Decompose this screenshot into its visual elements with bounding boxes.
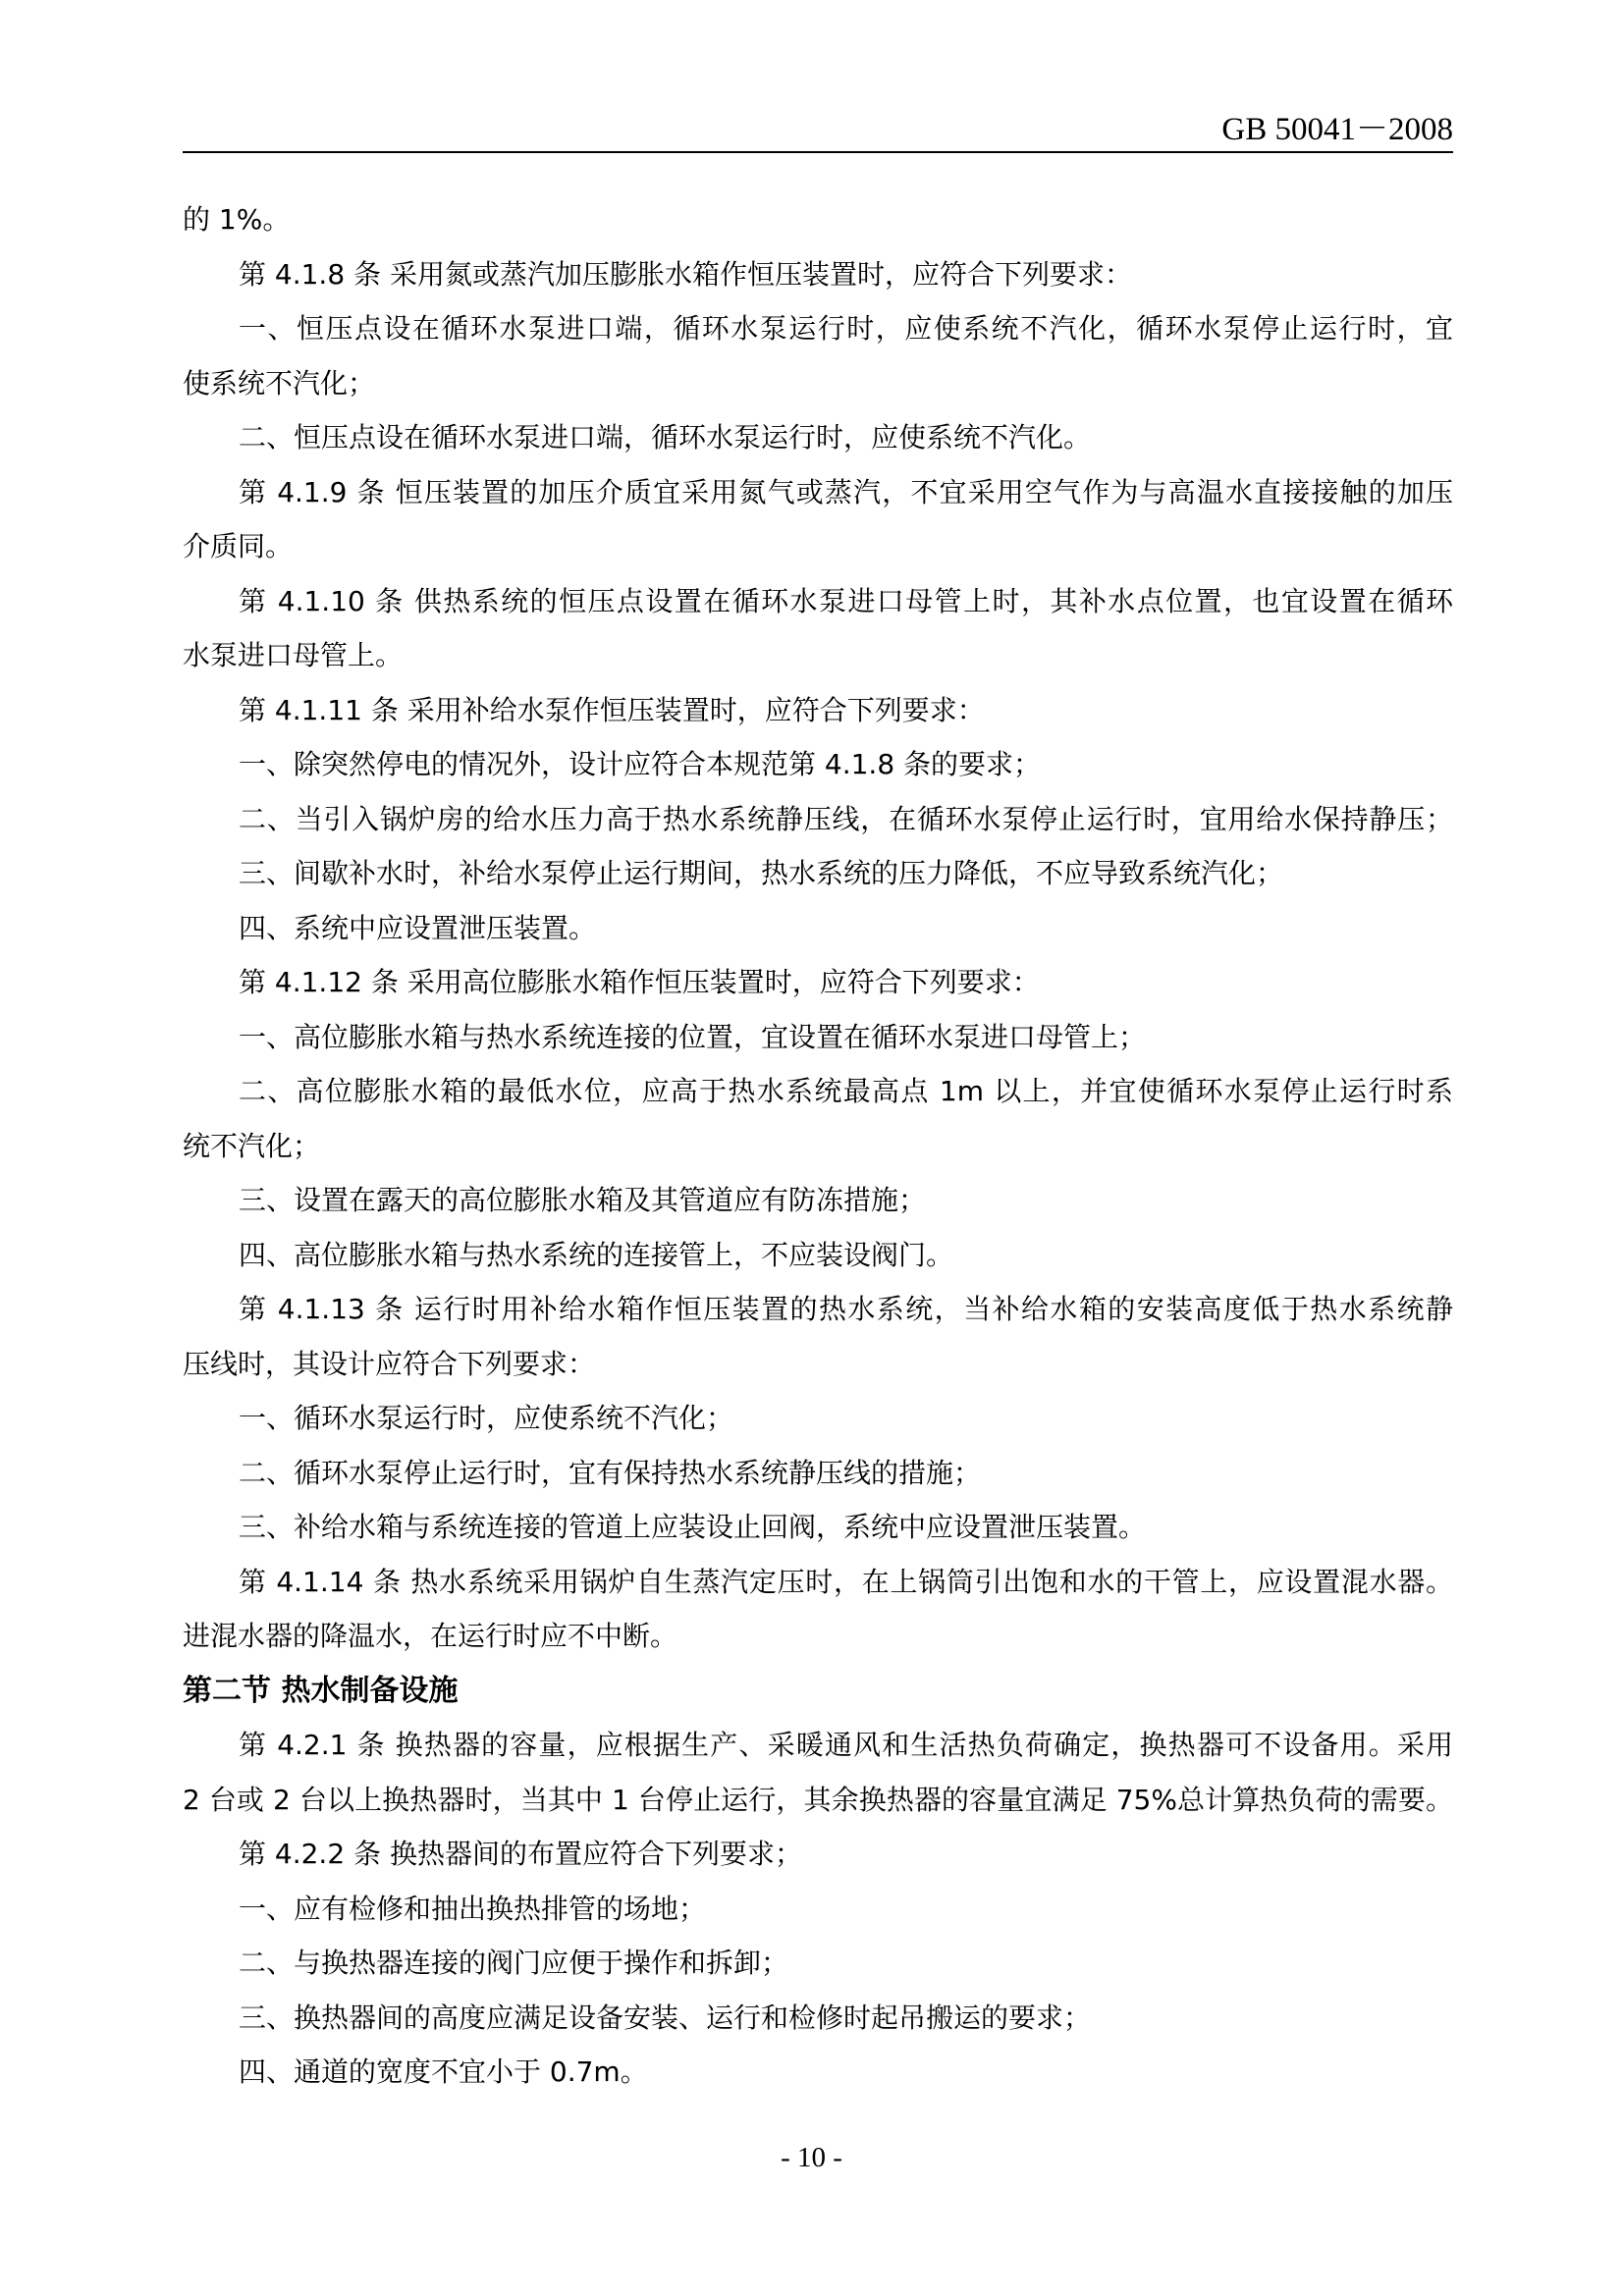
continuation-line: 的 1%。 [183, 203, 291, 236]
list-item: 三、设置在露天的高位膨胀水箱及其管道应有防冻措施； [239, 1184, 927, 1216]
list-item: 四、通道的宽度不宜小于 0.7m。 [239, 2056, 648, 2088]
list-item-continuation: 使系统不汽化； [183, 366, 376, 400]
clause-4-2-2: 第 4.2.2 条 换热器间的布置应符合下列要求； [239, 1838, 802, 1870]
clause-continuation: 介质同。 [183, 530, 294, 562]
running-header [183, 108, 1453, 151]
clause-continuation: 压线时，其设计应符合下列要求： [183, 1347, 596, 1380]
clause-4-1-13: 第 4.1.13 条 运行时用补给水箱作恒压装置的热水系统，当补给水箱的安装高度低于热水系统静 [239, 1293, 1453, 1325]
clause-4-1-12: 第 4.1.12 条 采用高位膨胀水箱作恒压装置时，应符合下列要求： [239, 966, 1040, 998]
list-item: 四、高位膨胀水箱与热水系统的连接管上，不应装设阀门。 [239, 1238, 954, 1271]
clause-4-1-8: 第 4.1.8 条 采用氮或蒸汽加压膨胀水箱作恒压装置时，应符合下列要求： [239, 257, 1132, 291]
list-item: 二、高位膨胀水箱的最低水位，应高于热水系统最高点 1m 以上，并宜使循环水泵停止运行时系 [239, 1075, 1453, 1107]
list-item: 一、应有检修和抽出换热排管的场地； [239, 1892, 707, 1925]
clause-continuation: 进混水器的降温水，在运行时应不中断。 [183, 1620, 678, 1652]
clause-4-1-9: 第 4.1.9 条 恒压装置的加压介质宜采用氮气或蒸汽，不宜采用空气作为与高温水直接接触的加压 [239, 475, 1453, 508]
list-item: 一、循环水泵运行时，应使系统不汽化； [239, 1402, 734, 1434]
list-item: 二、当引入锅炉房的给水压力高于热水系统静压线，在循环水泵停止运行时，宜用给水保持静压； [239, 802, 1453, 835]
page-number: - 10 - [781, 2142, 842, 2173]
clause-continuation: 水泵进口母管上。 [183, 639, 404, 671]
header-rule [183, 151, 1453, 153]
list-item: 二、恒压点设在循环水泵进口端，循环水泵运行时，应使系统不汽化。 [239, 421, 1092, 454]
document-body [183, 192, 1453, 2100]
list-item: 一、除突然停电的情况外，设计应符合本规范第 4.1.8 条的要求； [239, 748, 1042, 780]
clause-4-2-1: 第 4.2.1 条 换热器的容量，应根据生产、采暖通风和生活热负荷确定，换热器可不设备用。采用 [239, 1729, 1453, 1761]
list-item: 二、循环水泵停止运行时，宜有保持热水系统静压线的措施； [239, 1456, 982, 1489]
standard-code: GB 50041－2008 [1221, 112, 1453, 147]
clause-4-1-10: 第 4.1.10 条 供热系统的恒压点设置在循环水泵进口母管上时，其补水点位置，也宜设置在循环 [239, 584, 1453, 617]
list-item-continuation: 统不汽化； [183, 1129, 321, 1162]
clause-4-1-14: 第 4.1.14 条 热水系统采用锅炉自生蒸汽定压时，在上锅筒引出饱和水的干管上，应设置混水器。 [239, 1565, 1453, 1598]
list-item: 三、补给水箱与系统连接的管道上应装设止回阀，系统中应设置泄压装置。 [239, 1511, 1147, 1543]
list-item: 三、换热器间的高度应满足设备安装、运行和检修时起吊搬运的要求； [239, 2001, 1092, 2034]
clause-continuation: 2 台或 2 台以上换热器时，当其中 1 台停止运行，其余换热器的容量宜满足 75%总计算热负荷的需要。 [183, 1783, 1453, 1816]
list-item: 三、间歇补水时，补给水泵停止运行期间，热水系统的压力降低，不应导致系统汽化； [239, 857, 1284, 889]
list-item: 四、系统中应设置泄压装置。 [239, 911, 597, 944]
section-heading: 第二节 热水制备设施 [183, 1673, 459, 1708]
list-item: 二、与换热器连接的阀门应便于操作和拆卸； [239, 1947, 789, 1979]
list-item: 一、高位膨胀水箱与热水系统连接的位置，宜设置在循环水泵进口母管上； [239, 1020, 1147, 1053]
list-item: 一、恒压点设在循环水泵进口端，循环水泵运行时，应使系统不汽化，循环水泵停止运行时，宜 [239, 312, 1453, 345]
clause-4-1-11: 第 4.1.11 条 采用补给水泵作恒压装置时，应符合下列要求： [239, 693, 985, 726]
